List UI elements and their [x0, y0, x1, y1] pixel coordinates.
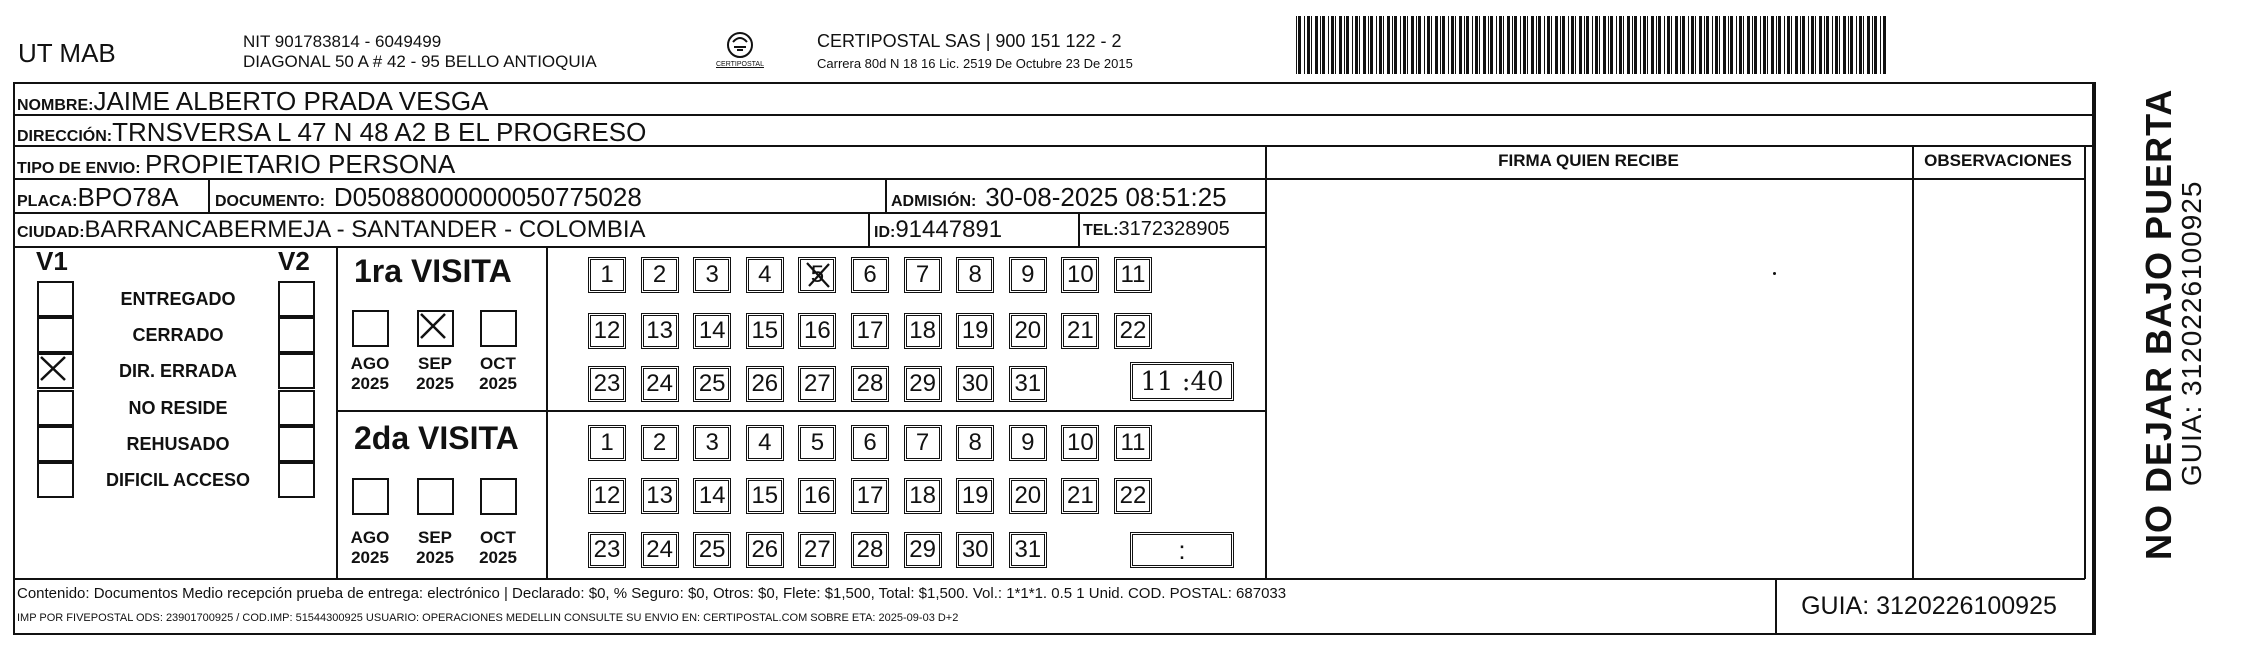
documento-field: [215, 182, 642, 213]
side-guia: GUIA: 3120226100925: [2176, 180, 2207, 486]
month-label: OCT: [480, 528, 516, 547]
day-box[interactable]: 28: [851, 366, 889, 402]
company-name: UT MAB: [18, 38, 116, 68]
day-box[interactable]: 10: [1061, 425, 1099, 461]
day-box[interactable]: 3: [693, 425, 731, 461]
placa-label: PLACA:: [17, 193, 78, 210]
day-box[interactable]: 28: [851, 532, 889, 568]
day-box[interactable]: 22: [1114, 478, 1152, 514]
placa-value: BPO78A: [77, 182, 179, 212]
status-label: CERRADO: [132, 325, 224, 345]
day-box[interactable]: 18: [904, 478, 942, 514]
day-box[interactable]: 21: [1061, 313, 1099, 349]
nombre-field: [17, 86, 488, 117]
nombre-label: NOMBRE:: [17, 97, 94, 114]
month-label: SEP: [417, 354, 453, 373]
day-box[interactable]: 20: [1009, 478, 1047, 514]
admision-field: [891, 182, 1227, 213]
tipo-value: PROPIETARIO PERSONA: [145, 149, 456, 179]
status-label: NO RESIDE: [128, 398, 228, 418]
day-box[interactable]: 5: [798, 257, 836, 293]
direccion-field: [17, 117, 646, 148]
day-box[interactable]: 13: [641, 478, 679, 514]
visit2-title: 2da VISITA: [354, 420, 519, 456]
day-box[interactable]: 27: [798, 532, 836, 568]
day-box[interactable]: 1: [588, 257, 626, 293]
admision-value: 30-08-2025 08:51:25: [985, 182, 1227, 212]
ink-dot: [1773, 272, 1776, 275]
day-box[interactable]: 20: [1009, 313, 1047, 349]
day-box[interactable]: 23: [588, 532, 626, 568]
day-box[interactable]: 25: [693, 532, 731, 568]
v2-checkbox[interactable]: [278, 426, 315, 462]
v2-label: V2: [278, 246, 310, 276]
company-address: DIAGONAL 50 A # 42 - 95 BELLO ANTIOQUIA: [243, 52, 597, 71]
day-box[interactable]: 11: [1114, 425, 1152, 461]
month-label: AGO: [350, 354, 390, 373]
visit1-time: 11 :40: [1140, 366, 1224, 397]
day-box[interactable]: 9: [1009, 425, 1047, 461]
visit1-time-box[interactable]: [1130, 362, 1234, 401]
month-year: 2025: [351, 374, 389, 393]
day-box[interactable]: 22: [1114, 313, 1152, 349]
month-year: 2025: [351, 548, 389, 567]
v2-checkbox[interactable]: [278, 353, 315, 389]
barcode: [1296, 16, 1888, 74]
tipo-label: TIPO DE ENVIO:: [17, 160, 141, 177]
day-box[interactable]: 25: [693, 366, 731, 402]
day-box[interactable]: 17: [851, 478, 889, 514]
day-box[interactable]: 17: [851, 313, 889, 349]
day-box[interactable]: 10: [1061, 257, 1099, 293]
day-box[interactable]: 7: [904, 257, 942, 293]
status-label: REHUSADO: [126, 434, 230, 454]
month-checkbox[interactable]: [352, 310, 389, 347]
documento-value: D05088000000050775028: [333, 182, 642, 212]
carrier-name: CERTIPOSTAL SAS | 900 151 122 - 2: [817, 31, 1122, 51]
day-box[interactable]: 8: [956, 257, 994, 293]
day-box[interactable]: 23: [588, 366, 626, 402]
day-box[interactable]: 15: [746, 313, 784, 349]
tel-label: TEL:: [1083, 222, 1119, 239]
tipo-field: [17, 149, 455, 180]
footer-content: Contenido: Documentos Medio recepción prueba de entrega: electrónico | Declarado: $0, % Seguro: $0, Otros: $0, Flete: $1,500, Total: $1,500. Vol.: 1*1*1. 0.5 1 Unid. COD. POSTAL: 687033: [17, 585, 1287, 602]
day-box[interactable]: 4: [746, 257, 784, 293]
firma-area[interactable]: [1265, 178, 1912, 578]
visit2-time: :: [1178, 534, 1186, 565]
logo-text: CERTIPOSTAL: [716, 61, 764, 68]
day-box[interactable]: 21: [1061, 478, 1099, 514]
direccion-label: DIRECCIÓN:: [17, 128, 113, 145]
day-box[interactable]: 31: [1009, 532, 1047, 568]
day-box[interactable]: 16: [798, 313, 836, 349]
day-box[interactable]: 29: [904, 532, 942, 568]
month-year: 2025: [416, 374, 454, 393]
day-box[interactable]: 5: [798, 425, 836, 461]
day-box[interactable]: 4: [746, 425, 784, 461]
month-year: 2025: [479, 374, 517, 393]
placa-field: [17, 182, 179, 213]
v1-checkbox[interactable]: [37, 390, 74, 426]
tel-field: [1083, 218, 1230, 241]
day-box[interactable]: 12: [588, 313, 626, 349]
day-box[interactable]: 8: [956, 425, 994, 461]
ciudad-value: BARRANCABERMEJA - SANTANDER - COLOMBIA: [84, 216, 646, 243]
day-box[interactable]: 31: [1009, 366, 1047, 402]
v1-checkbox[interactable]: [37, 317, 74, 353]
day-box[interactable]: 26: [746, 532, 784, 568]
day-box[interactable]: 24: [641, 366, 679, 402]
month-year: 2025: [416, 548, 454, 567]
v2-checkbox[interactable]: [278, 317, 315, 353]
day-box[interactable]: 6: [851, 257, 889, 293]
month-label: OCT: [480, 354, 516, 373]
day-box[interactable]: 3: [693, 257, 731, 293]
month-label: SEP: [417, 528, 453, 547]
tel-value: 3172328905: [1118, 218, 1230, 240]
v1-checkbox[interactable]: [37, 462, 74, 498]
day-box[interactable]: 16: [798, 478, 836, 514]
footer-print-info: IMP POR FIVEPOSTAL ODS: 23901700925 / COD.IMP: 51544300925 USUARIO: OPERACIONES MEDELLIN CONSULTE SU ENVIO EN: CERTIPOSTAL.COM SOBRE ETA: 2025-09-03 D+2: [17, 612, 959, 624]
v2-checkbox[interactable]: [278, 281, 315, 317]
v1-label: V1: [36, 246, 68, 276]
v1-checkbox[interactable]: [37, 281, 74, 317]
status-label: ENTREGADO: [120, 289, 236, 309]
id-field: [874, 216, 1002, 244]
day-box[interactable]: 15: [746, 478, 784, 514]
day-box[interactable]: 30: [956, 532, 994, 568]
v2-checkbox[interactable]: [278, 390, 315, 426]
ciudad-field: [17, 216, 646, 244]
v1-checkbox[interactable]: [37, 426, 74, 462]
month-checkbox[interactable]: [417, 478, 454, 515]
carrier-address: Carrera 80d N 18 16 Lic. 2519 De Octubre 23 De 2015: [817, 56, 1133, 71]
month-checkbox[interactable]: [417, 310, 454, 347]
visit1-title: 1ra VISITA: [354, 253, 512, 289]
ciudad-label: CIUDAD:: [17, 224, 85, 241]
nombre-value: JAIME ALBERTO PRADA VESGA: [93, 86, 489, 116]
day-box[interactable]: 12: [588, 478, 626, 514]
day-box[interactable]: 7: [904, 425, 942, 461]
status-label: DIFICIL ACCESO: [105, 470, 250, 490]
day-box[interactable]: 2: [641, 257, 679, 293]
day-box[interactable]: 13: [641, 313, 679, 349]
day-box[interactable]: 2: [641, 425, 679, 461]
v2-checkbox[interactable]: [278, 462, 315, 498]
day-box[interactable]: 14: [693, 313, 731, 349]
documento-label: DOCUMENTO:: [215, 193, 325, 210]
day-box[interactable]: 30: [956, 366, 994, 402]
side-warning: NO DEJAR BAJO PUERTA: [2138, 88, 2179, 560]
day-box[interactable]: 19: [956, 478, 994, 514]
visit2-time-box[interactable]: [1130, 532, 1234, 568]
day-box[interactable]: 19: [956, 313, 994, 349]
day-box[interactable]: 24: [641, 532, 679, 568]
certipostal-logo: [710, 28, 770, 76]
status-label: DIR. ERRADA: [118, 361, 237, 381]
month-checkbox[interactable]: [480, 478, 517, 515]
company-nit: NIT 901783814 - 6049499: [243, 32, 442, 51]
v1-checkbox[interactable]: [37, 353, 74, 389]
observaciones-label: OBSERVACIONES: [1924, 151, 2072, 170]
month-label: AGO: [350, 528, 390, 547]
day-box[interactable]: 27: [798, 366, 836, 402]
id-label: ID:: [874, 224, 896, 241]
day-box[interactable]: 9: [1009, 257, 1047, 293]
day-box[interactable]: 1: [588, 425, 626, 461]
day-box[interactable]: 14: [693, 478, 731, 514]
day-box[interactable]: 29: [904, 366, 942, 402]
day-box[interactable]: 6: [851, 425, 889, 461]
firma-label: FIRMA QUIEN RECIBE: [1498, 151, 1679, 170]
day-box[interactable]: 18: [904, 313, 942, 349]
id-value: 91447891: [895, 216, 1003, 243]
day-box[interactable]: 11: [1114, 257, 1152, 293]
observaciones-area[interactable]: [1912, 178, 2084, 578]
day-box[interactable]: 26: [746, 366, 784, 402]
admision-label: ADMISIÓN:: [891, 193, 977, 210]
direccion-value: TRNSVERSA L 47 N 48 A2 B EL PROGRESO: [112, 117, 647, 147]
month-year: 2025: [479, 548, 517, 567]
month-checkbox[interactable]: [352, 478, 389, 515]
month-checkbox[interactable]: [480, 310, 517, 347]
footer-guia: GUIA: 3120226100925: [1801, 592, 2057, 620]
